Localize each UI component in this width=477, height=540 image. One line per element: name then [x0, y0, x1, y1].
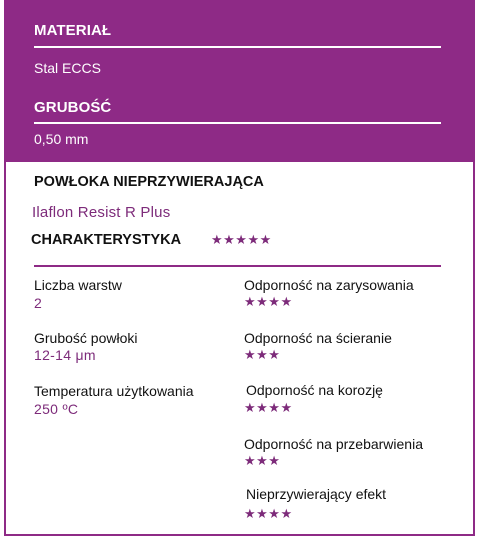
temperature-label: Temperatura użytkowania — [34, 383, 194, 399]
abrasion-resistance-label: Odporność na ścieranie — [244, 330, 392, 346]
header-band — [6, 0, 473, 162]
layers-label: Liczba warstw — [34, 277, 122, 293]
abrasion-resistance-stars: ★★★ — [244, 347, 281, 362]
overall-rating-stars: ★★★★★ — [211, 232, 272, 247]
material-divider — [34, 46, 441, 48]
material-value: Stal ECCS — [34, 60, 101, 76]
temperature-value: 250 ºC — [34, 401, 79, 417]
coating-title: POWŁOKA NIEPRZYWIERAJĄCA — [34, 174, 264, 190]
coating-name: Ilaflon Resist R Plus — [32, 204, 171, 221]
thickness-title: GRUBOŚĆ — [34, 99, 112, 116]
scratch-resistance-stars: ★★★★ — [244, 294, 293, 309]
product-spec-card — [4, 0, 475, 536]
scratch-resistance-label: Odporność na zarysowania — [244, 277, 414, 293]
corrosion-resistance-label: Odporność na korozję — [246, 382, 383, 398]
non-stick-effect-stars: ★★★★ — [244, 506, 293, 521]
thickness-value: 0,50 mm — [34, 131, 89, 147]
characteristics-title: CHARAKTERYSTYKA — [31, 232, 182, 248]
corrosion-resistance-stars: ★★★★ — [244, 400, 293, 415]
coating-thickness-value: 12-14 μm — [34, 347, 96, 363]
coating-thickness-label: Grubość powłoki — [34, 330, 138, 346]
characteristics-divider — [34, 265, 441, 267]
discoloration-resistance-stars: ★★★ — [244, 453, 281, 468]
material-title: MATERIAŁ — [34, 22, 112, 39]
layers-value: 2 — [34, 295, 43, 311]
thickness-divider — [34, 122, 441, 124]
non-stick-effect-label: Nieprzywierający efekt — [246, 486, 387, 502]
discoloration-resistance-label: Odporność na przebarwienia — [244, 436, 423, 452]
